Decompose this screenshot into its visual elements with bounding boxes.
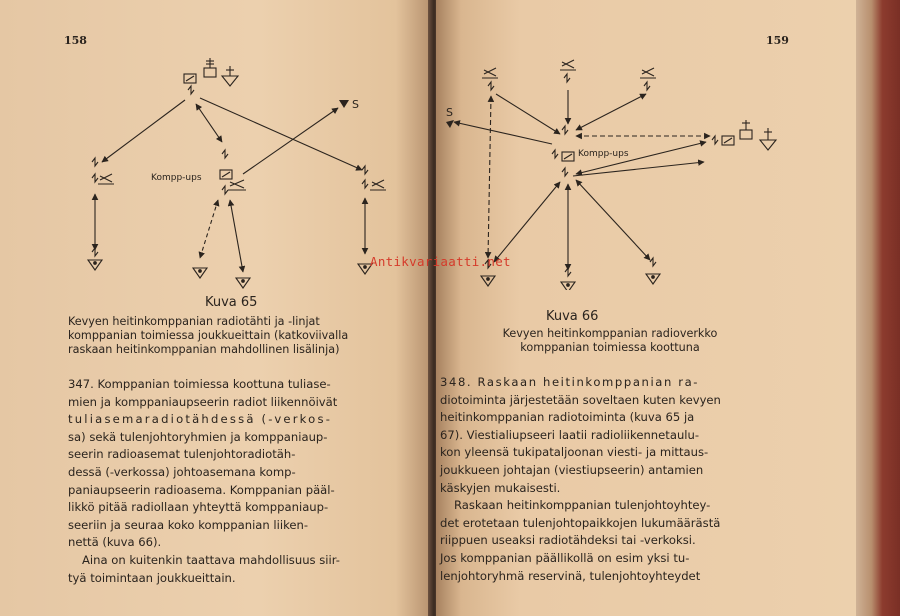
text-line: dessä (-verkossa) johtoasemana komp- [68, 464, 296, 479]
text-line: Jos komppanian päällikollä on esim yksi tu- [440, 550, 690, 565]
figure-66-label-s: S [446, 106, 453, 119]
text-line: lenjohtoryhmä reservinä, tulenjohtoyhteydet [440, 568, 701, 583]
figure-65-label-kompp: Kompp-ups [151, 173, 202, 183]
text-line: seeriin ja seuraa koko komppanian liiken- [68, 517, 309, 532]
page-number-left: 158 [64, 34, 87, 47]
text-line: käskyjen mukaisesti. [440, 480, 561, 495]
text-line: sa) sekä tulenjohtoryhmien ja komppaniaup- [68, 429, 328, 444]
left-page [0, 0, 430, 616]
text-line: likkö pitää radiollaan yhteyttä komppaniaup- [68, 500, 329, 515]
text-line: 67). Viestialiupseeri laatii radioliikennetaulu- [440, 427, 700, 442]
figure-66-title: Kuva 66 [546, 309, 599, 324]
text-line: Raskaan heitinkomppanian tulenjohtoyhtey- [454, 498, 711, 513]
text-line: kon yleensä tukipataljoonan viesti- ja mittaus- [440, 445, 709, 460]
paragraph-348 [440, 374, 721, 585]
page-number-right: 159 [766, 34, 789, 47]
caption-line: raskaan heitinkomppanian mahdollinen lisälinja) [68, 343, 340, 356]
text-line: joukkueen johtajan (viestiupseerin) antamien [440, 462, 704, 477]
figure-65-title: Kuva 65 [205, 295, 258, 310]
figure-65-diagram [0, 50, 430, 290]
text-line: tuliasemaradiotähdessä (-verkos- [68, 412, 333, 427]
text-line: diotoiminta järjestetään soveltaen kuten kevyen [440, 392, 721, 407]
text-line: tyä toimintaan joukkueittain. [68, 570, 236, 585]
text-line: nettä (kuva 66). [68, 535, 162, 550]
watermark: Antikvariaatti.net [370, 254, 511, 269]
text-line: seerin radioasemat tulenjohtoradiotäh- [68, 447, 296, 462]
caption-line: Kevyen heitinkomppanian radioverkko [502, 327, 718, 340]
text-line: riippuen useaksi radiotähdeksi tai -verkoksi. [440, 533, 696, 548]
figure-65-caption [68, 315, 348, 357]
text-line: Aina on kuitenkin taattava mahdollisuus siir- [82, 552, 340, 567]
text-line: 347. Komppanian toimiessa koottuna tuliase- [68, 377, 331, 391]
figure-66-label-kompp: Kompp-ups [578, 149, 629, 159]
text-line: det erotetaan tulenjohtopaikkojen lukumäärästä [440, 515, 721, 530]
text-line: heitinkomppanian radiotoiminta (kuva 65 ja [440, 410, 695, 425]
book-page-edges [856, 0, 900, 616]
text-line-part: 348. Raskaan heitinkomppanian ra- [440, 375, 700, 389]
paragraph-347 [68, 376, 340, 587]
caption-line: komppanian toimiessa joukkueittain (katkoviivalla [68, 329, 349, 342]
caption-line: Kevyen heitinkomppanian radiotähti ja -linjat [68, 315, 320, 328]
figure-66-caption [480, 327, 740, 355]
caption-line: komppanian toimiessa koottuna [520, 341, 700, 354]
text-line [440, 374, 721, 392]
right-page [436, 0, 856, 616]
text-line: mien ja komppaniaupseerin radiot liikennöivät [68, 394, 338, 409]
text-line: paniaupseerin radioasema. Komppanian pääl- [68, 482, 335, 497]
figure-65-label-s: S [352, 98, 359, 111]
